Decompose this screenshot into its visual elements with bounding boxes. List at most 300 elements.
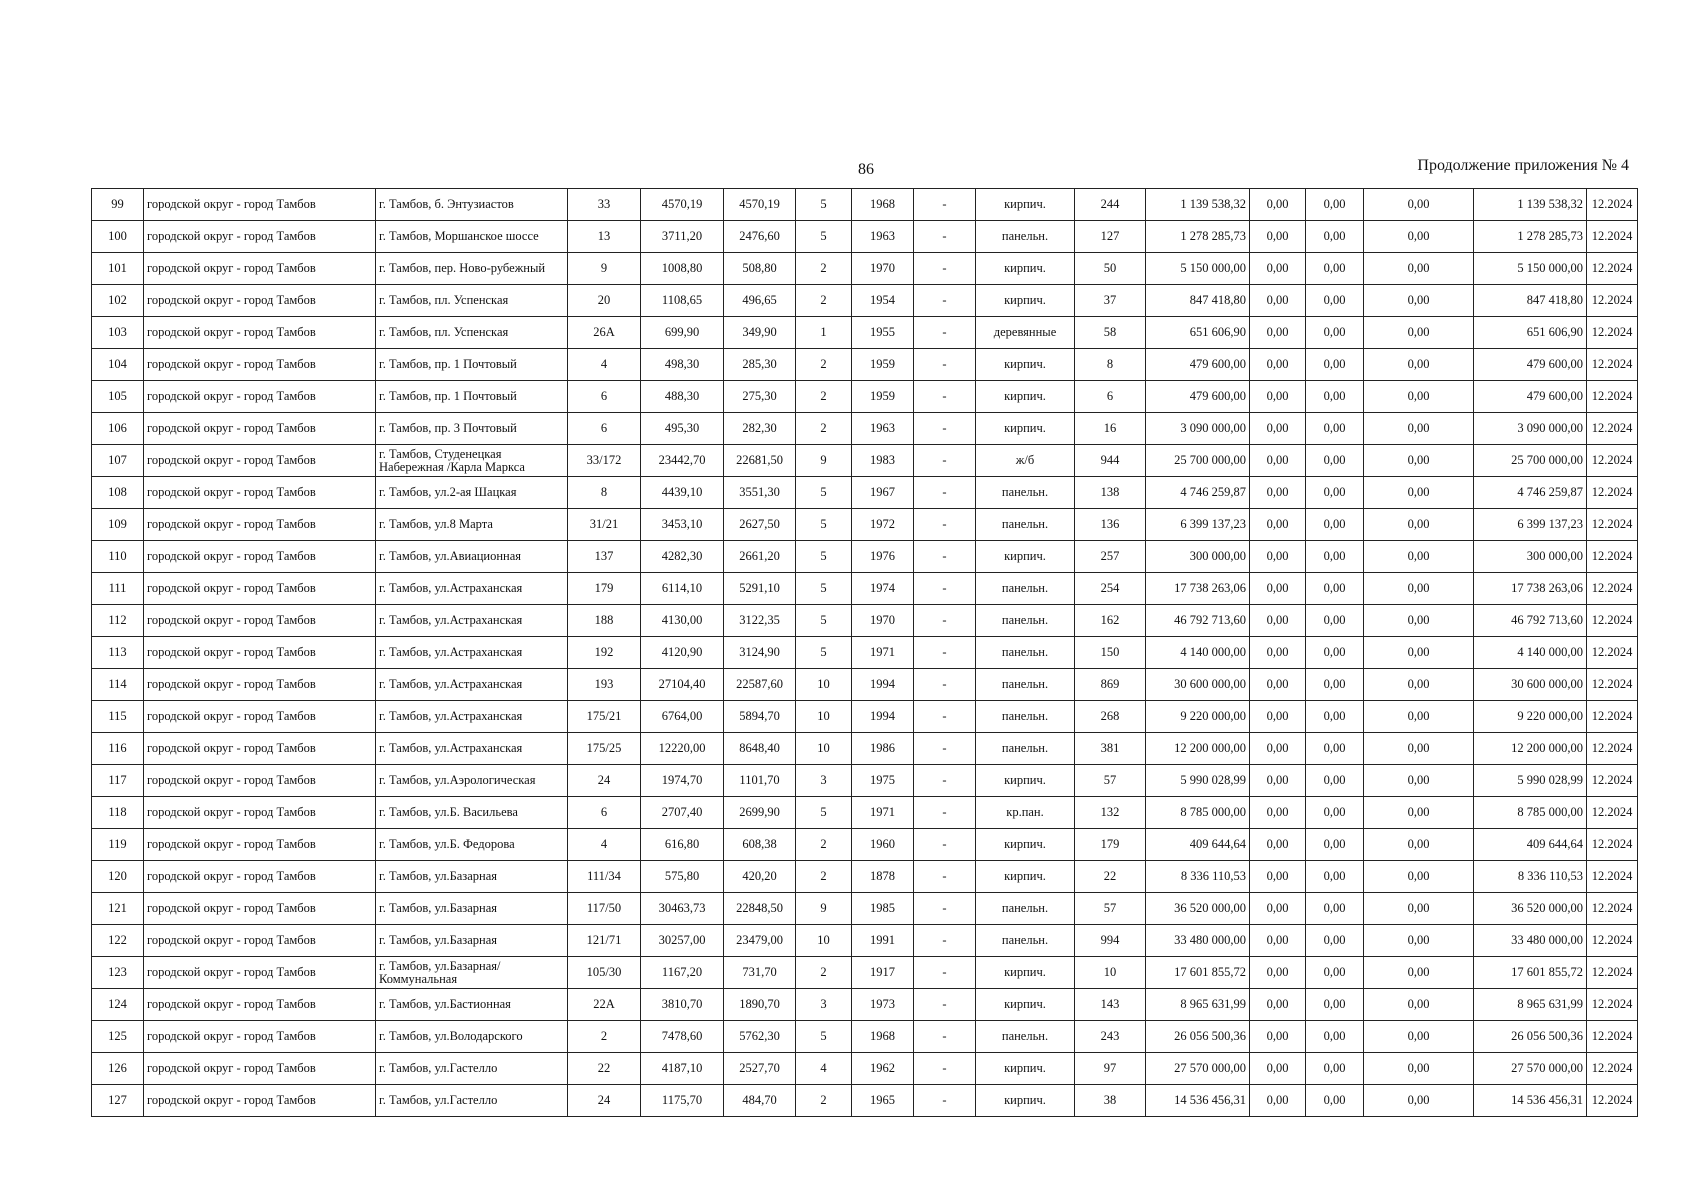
cell-total-area: 3711,20 <box>641 221 724 253</box>
cell-wall-material: ж/б <box>976 445 1075 477</box>
cell-total-area: 699,90 <box>641 317 724 349</box>
cell-regional-budget: 0,00 <box>1306 189 1364 221</box>
cell-residents: 179 <box>1075 829 1146 861</box>
cell-fund-cost: 0,00 <box>1250 637 1306 669</box>
cell-wall-material: панельн. <box>976 669 1075 701</box>
cell-residential-area: 2476,60 <box>724 221 796 253</box>
cell-row-number: 104 <box>92 349 144 381</box>
cell-wall-material: кирпич. <box>976 829 1075 861</box>
cell-total-cost: 25 700 000,00 <box>1146 445 1250 477</box>
cell-row-number: 123 <box>92 957 144 989</box>
cell-address: г. Тамбов, ул.Базарная <box>376 893 568 925</box>
cell-completion-date: 12.2024 <box>1587 317 1638 349</box>
cell-municipality: городской округ - город Тамбов <box>144 349 376 381</box>
cell-residential-area: 8648,40 <box>724 733 796 765</box>
cell-municipality: городской округ - город Тамбов <box>144 573 376 605</box>
cell-total-cost: 14 536 456,31 <box>1146 1085 1250 1117</box>
cell-floors: 2 <box>796 861 852 893</box>
cell-completion-date: 12.2024 <box>1587 445 1638 477</box>
cell-wall-material: панельн. <box>976 477 1075 509</box>
cell-residential-area: 731,70 <box>724 957 796 989</box>
cell-total-cost: 33 480 000,00 <box>1146 925 1250 957</box>
cell-total-area: 4130,00 <box>641 605 724 637</box>
cell-regional-budget: 0,00 <box>1306 1053 1364 1085</box>
cell-total-cost: 4 140 000,00 <box>1146 637 1250 669</box>
cell-residents: 257 <box>1075 541 1146 573</box>
cell-total-area: 1108,65 <box>641 285 724 317</box>
cell-address: г. Тамбов, ул.Астраханская <box>376 637 568 669</box>
cell-fund-cost: 0,00 <box>1250 733 1306 765</box>
cell-wall-material: панельн. <box>976 509 1075 541</box>
cell-regional-budget: 0,00 <box>1306 637 1364 669</box>
cell-owners-funds: 651 606,90 <box>1474 317 1587 349</box>
cell-total-cost: 26 056 500,36 <box>1146 1021 1250 1053</box>
cell-wall-material: панельн. <box>976 893 1075 925</box>
cell-total-cost: 8 336 110,53 <box>1146 861 1250 893</box>
cell-owners-funds: 25 700 000,00 <box>1474 445 1587 477</box>
cell-floors: 9 <box>796 445 852 477</box>
cell-residential-area: 420,20 <box>724 861 796 893</box>
cell-regional-budget: 0,00 <box>1306 509 1364 541</box>
cell-completion-date: 12.2024 <box>1587 1085 1638 1117</box>
cell-floors: 2 <box>796 253 852 285</box>
cell-build-year: 1959 <box>852 381 914 413</box>
cell-municipality: городской округ - город Тамбов <box>144 957 376 989</box>
cell-total-area: 1167,20 <box>641 957 724 989</box>
table-row <box>92 189 1638 221</box>
cell-residents: 38 <box>1075 1085 1146 1117</box>
cell-floors: 5 <box>796 541 852 573</box>
cell-house-number: 4 <box>568 829 641 861</box>
cell-completion-date: 12.2024 <box>1587 285 1638 317</box>
table-row <box>92 445 1638 477</box>
cell-build-year: 1963 <box>852 413 914 445</box>
cell-total-cost: 1 278 285,73 <box>1146 221 1250 253</box>
cell-owners-funds: 30 600 000,00 <box>1474 669 1587 701</box>
cell-floors: 3 <box>796 989 852 1021</box>
cell-floors: 1 <box>796 317 852 349</box>
cell-municipality: городской округ - город Тамбов <box>144 253 376 285</box>
cell-wall-material: деревянные <box>976 317 1075 349</box>
cell-house-number: 179 <box>568 573 641 605</box>
cell-owners-funds: 1 139 538,32 <box>1474 189 1587 221</box>
cell-residential-area: 5762,30 <box>724 1021 796 1053</box>
cell-build-year: 1971 <box>852 797 914 829</box>
cell-owners-funds: 14 536 456,31 <box>1474 1085 1587 1117</box>
cell-total-area: 30463,73 <box>641 893 724 925</box>
cell-fund-cost: 0,00 <box>1250 669 1306 701</box>
cell-owners-funds: 3 090 000,00 <box>1474 413 1587 445</box>
cell-total-area: 3453,10 <box>641 509 724 541</box>
cell-fund-cost: 0,00 <box>1250 413 1306 445</box>
table-row <box>92 957 1638 989</box>
cell-residents: 10 <box>1075 957 1146 989</box>
cell-floors: 9 <box>796 893 852 925</box>
cell-regional-budget: 0,00 <box>1306 701 1364 733</box>
page-number: 86 <box>858 161 874 178</box>
cell-reconstruction-year: - <box>914 541 976 573</box>
table-row <box>92 861 1638 893</box>
cell-house-number: 6 <box>568 413 641 445</box>
cell-build-year: 1975 <box>852 765 914 797</box>
cell-reconstruction-year: - <box>914 349 976 381</box>
cell-build-year: 1972 <box>852 509 914 541</box>
cell-wall-material: кирпич. <box>976 189 1075 221</box>
cell-build-year: 1968 <box>852 189 914 221</box>
cell-residents: 869 <box>1075 669 1146 701</box>
cell-reconstruction-year: - <box>914 957 976 989</box>
cell-fund-cost: 0,00 <box>1250 989 1306 1021</box>
cell-municipality: городской округ - город Тамбов <box>144 477 376 509</box>
cell-total-cost: 3 090 000,00 <box>1146 413 1250 445</box>
cell-total-cost: 46 792 713,60 <box>1146 605 1250 637</box>
cell-reconstruction-year: - <box>914 413 976 445</box>
cell-completion-date: 12.2024 <box>1587 701 1638 733</box>
cell-municipality: городской округ - город Тамбов <box>144 701 376 733</box>
cell-house-number: 2 <box>568 1021 641 1053</box>
cell-floors: 2 <box>796 381 852 413</box>
cell-address: г. Тамбов, ул.Б. Федорова <box>376 829 568 861</box>
cell-municipality: городской округ - город Тамбов <box>144 1085 376 1117</box>
cell-completion-date: 12.2024 <box>1587 349 1638 381</box>
cell-local-budget: 0,00 <box>1364 477 1474 509</box>
cell-regional-budget: 0,00 <box>1306 829 1364 861</box>
cell-house-number: 9 <box>568 253 641 285</box>
cell-residential-area: 484,70 <box>724 1085 796 1117</box>
cell-house-number: 26А <box>568 317 641 349</box>
cell-total-cost: 479 600,00 <box>1146 381 1250 413</box>
cell-row-number: 115 <box>92 701 144 733</box>
cell-owners-funds: 479 600,00 <box>1474 381 1587 413</box>
table-row <box>92 893 1638 925</box>
cell-owners-funds: 4 746 259,87 <box>1474 477 1587 509</box>
cell-residents: 244 <box>1075 189 1146 221</box>
cell-completion-date: 12.2024 <box>1587 893 1638 925</box>
cell-municipality: городской округ - город Тамбов <box>144 1021 376 1053</box>
cell-regional-budget: 0,00 <box>1306 957 1364 989</box>
cell-floors: 2 <box>796 413 852 445</box>
table-row <box>92 1053 1638 1085</box>
cell-completion-date: 12.2024 <box>1587 573 1638 605</box>
cell-municipality: городской округ - город Тамбов <box>144 669 376 701</box>
cell-local-budget: 0,00 <box>1364 221 1474 253</box>
cell-residents: 57 <box>1075 765 1146 797</box>
cell-owners-funds: 4 140 000,00 <box>1474 637 1587 669</box>
cell-wall-material: кирпич. <box>976 349 1075 381</box>
cell-wall-material: кирпич. <box>976 989 1075 1021</box>
table-row <box>92 701 1638 733</box>
cell-address: г. Тамбов, ул.Гастелло <box>376 1053 568 1085</box>
cell-reconstruction-year: - <box>914 573 976 605</box>
cell-residents: 254 <box>1075 573 1146 605</box>
cell-reconstruction-year: - <box>914 1085 976 1117</box>
cell-total-area: 6114,10 <box>641 573 724 605</box>
cell-build-year: 1878 <box>852 861 914 893</box>
cell-reconstruction-year: - <box>914 1053 976 1085</box>
cell-owners-funds: 8 785 000,00 <box>1474 797 1587 829</box>
cell-row-number: 105 <box>92 381 144 413</box>
cell-floors: 2 <box>796 285 852 317</box>
cell-address: г. Тамбов, пр. 3 Почтовый <box>376 413 568 445</box>
cell-wall-material: кирпич. <box>976 1053 1075 1085</box>
cell-total-area: 1974,70 <box>641 765 724 797</box>
cell-completion-date: 12.2024 <box>1587 925 1638 957</box>
cell-row-number: 120 <box>92 861 144 893</box>
cell-build-year: 1917 <box>852 957 914 989</box>
cell-wall-material: панельн. <box>976 573 1075 605</box>
cell-wall-material: панельн. <box>976 637 1075 669</box>
cell-regional-budget: 0,00 <box>1306 733 1364 765</box>
cell-owners-funds: 5 150 000,00 <box>1474 253 1587 285</box>
cell-municipality: городской округ - город Тамбов <box>144 989 376 1021</box>
cell-total-cost: 12 200 000,00 <box>1146 733 1250 765</box>
cell-reconstruction-year: - <box>914 797 976 829</box>
cell-row-number: 119 <box>92 829 144 861</box>
cell-municipality: городской округ - город Тамбов <box>144 509 376 541</box>
cell-reconstruction-year: - <box>914 1021 976 1053</box>
cell-floors: 4 <box>796 1053 852 1085</box>
cell-reconstruction-year: - <box>914 285 976 317</box>
cell-completion-date: 12.2024 <box>1587 509 1638 541</box>
cell-local-budget: 0,00 <box>1364 605 1474 637</box>
cell-residential-area: 23479,00 <box>724 925 796 957</box>
cell-total-area: 498,30 <box>641 349 724 381</box>
cell-fund-cost: 0,00 <box>1250 381 1306 413</box>
cell-residential-area: 3551,30 <box>724 477 796 509</box>
cell-residential-area: 22587,60 <box>724 669 796 701</box>
cell-build-year: 1976 <box>852 541 914 573</box>
cell-address: г. Тамбов, ул.Астраханская <box>376 733 568 765</box>
cell-address: г. Тамбов, ул.Астраханская <box>376 669 568 701</box>
cell-residential-area: 2627,50 <box>724 509 796 541</box>
cell-address: г. Тамбов, ул.Б. Васильева <box>376 797 568 829</box>
cell-total-cost: 8 965 631,99 <box>1146 989 1250 1021</box>
cell-fund-cost: 0,00 <box>1250 1053 1306 1085</box>
cell-owners-funds: 409 644,64 <box>1474 829 1587 861</box>
cell-residents: 138 <box>1075 477 1146 509</box>
cell-address: г. Тамбов, пр. 1 Почтовый <box>376 349 568 381</box>
cell-fund-cost: 0,00 <box>1250 573 1306 605</box>
cell-local-budget: 0,00 <box>1364 957 1474 989</box>
cell-reconstruction-year: - <box>914 733 976 765</box>
cell-residential-area: 349,90 <box>724 317 796 349</box>
cell-residential-area: 22681,50 <box>724 445 796 477</box>
cell-total-area: 4120,90 <box>641 637 724 669</box>
cell-residential-area: 1101,70 <box>724 765 796 797</box>
cell-build-year: 1983 <box>852 445 914 477</box>
cell-floors: 10 <box>796 701 852 733</box>
cell-row-number: 109 <box>92 509 144 541</box>
cell-address: г. Тамбов, ул.Астраханская <box>376 701 568 733</box>
cell-floors: 5 <box>796 477 852 509</box>
cell-address: г. Тамбов, ул.Астраханская <box>376 573 568 605</box>
cell-house-number: 137 <box>568 541 641 573</box>
cell-municipality: городской округ - город Тамбов <box>144 893 376 925</box>
cell-regional-budget: 0,00 <box>1306 285 1364 317</box>
cell-municipality: городской округ - город Тамбов <box>144 221 376 253</box>
cell-fund-cost: 0,00 <box>1250 445 1306 477</box>
cell-completion-date: 12.2024 <box>1587 765 1638 797</box>
cell-address: г. Тамбов, ул.Астраханская <box>376 605 568 637</box>
cell-reconstruction-year: - <box>914 605 976 637</box>
cell-regional-budget: 0,00 <box>1306 861 1364 893</box>
cell-completion-date: 12.2024 <box>1587 829 1638 861</box>
cell-local-budget: 0,00 <box>1364 445 1474 477</box>
table-row <box>92 733 1638 765</box>
cell-row-number: 117 <box>92 765 144 797</box>
cell-local-budget: 0,00 <box>1364 1053 1474 1085</box>
cell-fund-cost: 0,00 <box>1250 253 1306 285</box>
cell-completion-date: 12.2024 <box>1587 1053 1638 1085</box>
cell-wall-material: панельн. <box>976 733 1075 765</box>
cell-fund-cost: 0,00 <box>1250 477 1306 509</box>
cell-municipality: городской округ - город Тамбов <box>144 381 376 413</box>
cell-floors: 5 <box>796 573 852 605</box>
cell-residents: 57 <box>1075 893 1146 925</box>
cell-municipality: городской округ - город Тамбов <box>144 1053 376 1085</box>
cell-residents: 22 <box>1075 861 1146 893</box>
cell-address: г. Тамбов, ул.Аэрологическая <box>376 765 568 797</box>
cell-total-cost: 27 570 000,00 <box>1146 1053 1250 1085</box>
cell-local-budget: 0,00 <box>1364 669 1474 701</box>
cell-floors: 2 <box>796 1085 852 1117</box>
cell-total-area: 4187,10 <box>641 1053 724 1085</box>
cell-house-number: 22А <box>568 989 641 1021</box>
table-row <box>92 1085 1638 1117</box>
cell-owners-funds: 300 000,00 <box>1474 541 1587 573</box>
cell-house-number: 4 <box>568 349 641 381</box>
cell-row-number: 100 <box>92 221 144 253</box>
cell-reconstruction-year: - <box>914 893 976 925</box>
cell-reconstruction-year: - <box>914 861 976 893</box>
cell-owners-funds: 46 792 713,60 <box>1474 605 1587 637</box>
cell-house-number: 24 <box>568 765 641 797</box>
cell-house-number: 20 <box>568 285 641 317</box>
cell-residents: 162 <box>1075 605 1146 637</box>
cell-total-cost: 17 738 263,06 <box>1146 573 1250 605</box>
cell-residents: 8 <box>1075 349 1146 381</box>
cell-regional-budget: 0,00 <box>1306 253 1364 285</box>
cell-reconstruction-year: - <box>914 253 976 285</box>
table-row <box>92 669 1638 701</box>
cell-owners-funds: 8 965 631,99 <box>1474 989 1587 1021</box>
cell-floors: 10 <box>796 925 852 957</box>
cell-build-year: 1959 <box>852 349 914 381</box>
cell-local-budget: 0,00 <box>1364 1085 1474 1117</box>
cell-address: г. Тамбов, ул.8 Марта <box>376 509 568 541</box>
cell-total-area: 1008,80 <box>641 253 724 285</box>
cell-regional-budget: 0,00 <box>1306 573 1364 605</box>
cell-total-area: 616,80 <box>641 829 724 861</box>
cell-build-year: 1974 <box>852 573 914 605</box>
cell-house-number: 33/172 <box>568 445 641 477</box>
cell-owners-funds: 36 520 000,00 <box>1474 893 1587 925</box>
cell-reconstruction-year: - <box>914 189 976 221</box>
cell-wall-material: кирпич. <box>976 381 1075 413</box>
cell-wall-material: панельн. <box>976 1021 1075 1053</box>
cell-municipality: городской округ - город Тамбов <box>144 189 376 221</box>
cell-residential-area: 3124,90 <box>724 637 796 669</box>
cell-total-area: 7478,60 <box>641 1021 724 1053</box>
cell-local-budget: 0,00 <box>1364 189 1474 221</box>
cell-row-number: 112 <box>92 605 144 637</box>
cell-completion-date: 12.2024 <box>1587 381 1638 413</box>
cell-total-area: 3810,70 <box>641 989 724 1021</box>
cell-total-area: 575,80 <box>641 861 724 893</box>
cell-residential-area: 22848,50 <box>724 893 796 925</box>
cell-residents: 994 <box>1075 925 1146 957</box>
cell-municipality: городской округ - город Тамбов <box>144 829 376 861</box>
cell-address: г. Тамбов, Моршанское шоссе <box>376 221 568 253</box>
cell-house-number: 13 <box>568 221 641 253</box>
cell-local-budget: 0,00 <box>1364 925 1474 957</box>
cell-residential-area: 2661,20 <box>724 541 796 573</box>
cell-floors: 5 <box>796 1021 852 1053</box>
cell-total-cost: 30 600 000,00 <box>1146 669 1250 701</box>
cell-build-year: 1986 <box>852 733 914 765</box>
cell-regional-budget: 0,00 <box>1306 989 1364 1021</box>
cell-wall-material: панельн. <box>976 605 1075 637</box>
cell-completion-date: 12.2024 <box>1587 253 1638 285</box>
cell-residential-area: 508,80 <box>724 253 796 285</box>
cell-build-year: 1994 <box>852 701 914 733</box>
cell-completion-date: 12.2024 <box>1587 541 1638 573</box>
cell-total-cost: 8 785 000,00 <box>1146 797 1250 829</box>
cell-local-budget: 0,00 <box>1364 733 1474 765</box>
cell-build-year: 1970 <box>852 253 914 285</box>
cell-local-budget: 0,00 <box>1364 509 1474 541</box>
cell-reconstruction-year: - <box>914 637 976 669</box>
cell-completion-date: 12.2024 <box>1587 989 1638 1021</box>
table-row <box>92 989 1638 1021</box>
cell-row-number: 125 <box>92 1021 144 1053</box>
table-row <box>92 317 1638 349</box>
cell-floors: 2 <box>796 349 852 381</box>
cell-fund-cost: 0,00 <box>1250 829 1306 861</box>
cell-fund-cost: 0,00 <box>1250 957 1306 989</box>
cell-house-number: 22 <box>568 1053 641 1085</box>
cell-residents: 243 <box>1075 1021 1146 1053</box>
cell-local-budget: 0,00 <box>1364 573 1474 605</box>
cell-total-cost: 6 399 137,23 <box>1146 509 1250 541</box>
cell-regional-budget: 0,00 <box>1306 1021 1364 1053</box>
cell-owners-funds: 8 336 110,53 <box>1474 861 1587 893</box>
cell-completion-date: 12.2024 <box>1587 221 1638 253</box>
cell-house-number: 6 <box>568 381 641 413</box>
cell-house-number: 117/50 <box>568 893 641 925</box>
cell-address: г. Тамбов, б. Энтузиастов <box>376 189 568 221</box>
cell-wall-material: кирпич. <box>976 285 1075 317</box>
cell-municipality: городской округ - город Тамбов <box>144 637 376 669</box>
cell-local-budget: 0,00 <box>1364 637 1474 669</box>
cell-house-number: 175/25 <box>568 733 641 765</box>
cell-build-year: 1955 <box>852 317 914 349</box>
cell-fund-cost: 0,00 <box>1250 285 1306 317</box>
cell-total-cost: 17 601 855,72 <box>1146 957 1250 989</box>
cell-floors: 10 <box>796 733 852 765</box>
table-row <box>92 797 1638 829</box>
cell-owners-funds: 17 738 263,06 <box>1474 573 1587 605</box>
cell-total-area: 4439,10 <box>641 477 724 509</box>
cell-local-budget: 0,00 <box>1364 381 1474 413</box>
cell-residents: 381 <box>1075 733 1146 765</box>
cell-house-number: 192 <box>568 637 641 669</box>
table-row <box>92 605 1638 637</box>
cell-row-number: 107 <box>92 445 144 477</box>
cell-reconstruction-year: - <box>914 989 976 1021</box>
table-row <box>92 477 1638 509</box>
cell-owners-funds: 5 990 028,99 <box>1474 765 1587 797</box>
